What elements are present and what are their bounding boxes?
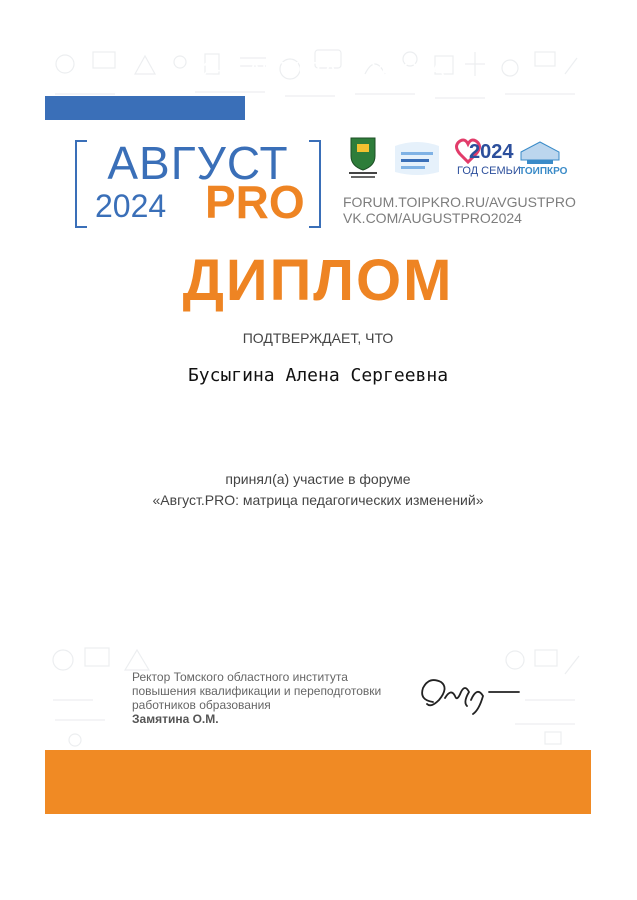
footer-bar (45, 750, 591, 814)
forum-url: FORUM.TOIPKRO.RU/AVGUSTPRO (343, 194, 576, 210)
august-pro-logo (75, 137, 321, 228)
logo-title: АВГУСТ (107, 137, 289, 189)
signature-icon (415, 672, 525, 722)
logo-pro: PRO (205, 176, 305, 228)
forum-name: «Август.PRO: матрица педагогических изменений» (152, 492, 484, 508)
vk-url: VK.COM/AUGUSTPRO2024 (343, 210, 522, 226)
signer-title-line-1: Ректор Томского областного института (132, 670, 348, 684)
diploma-sheet (45, 44, 591, 814)
participation-line-1: принял(а) участие в форуме (225, 471, 411, 487)
coat-of-arms-icon (345, 134, 381, 182)
logo-year: 2024 (95, 188, 167, 224)
toipkro-building-icon (515, 134, 568, 182)
event-dates: 22-24 АВГУСТА 2024 ГОДА (191, 59, 445, 81)
signer-title-line-2: повышения квалификации и переподготовки (132, 684, 382, 698)
diploma-title: ДИПЛОМ (182, 248, 454, 313)
federal-program-icon (393, 134, 441, 182)
svg-text:ТОИПКРО: ТОИПКРО (519, 166, 568, 177)
website-urls (343, 194, 576, 226)
signer-block (132, 670, 381, 726)
svg-text:ГОД СЕМЬИ: ГОД СЕМЬИ (457, 165, 521, 177)
year-of-family-icon (451, 134, 521, 182)
confirms-text: ПОДТВЕРЖДАЕТ, ЧТО (242, 330, 394, 346)
participation-text (45, 469, 591, 511)
svg-text:2024: 2024 (469, 141, 514, 163)
signer-title-line-3: работников образования (132, 698, 271, 712)
signer-name: Замятина О.М. (132, 712, 219, 726)
blue-accent-bar (45, 96, 245, 120)
recipient-name: Бусыгина Алена Сергеевна (187, 365, 449, 386)
partner-logos (345, 134, 591, 184)
